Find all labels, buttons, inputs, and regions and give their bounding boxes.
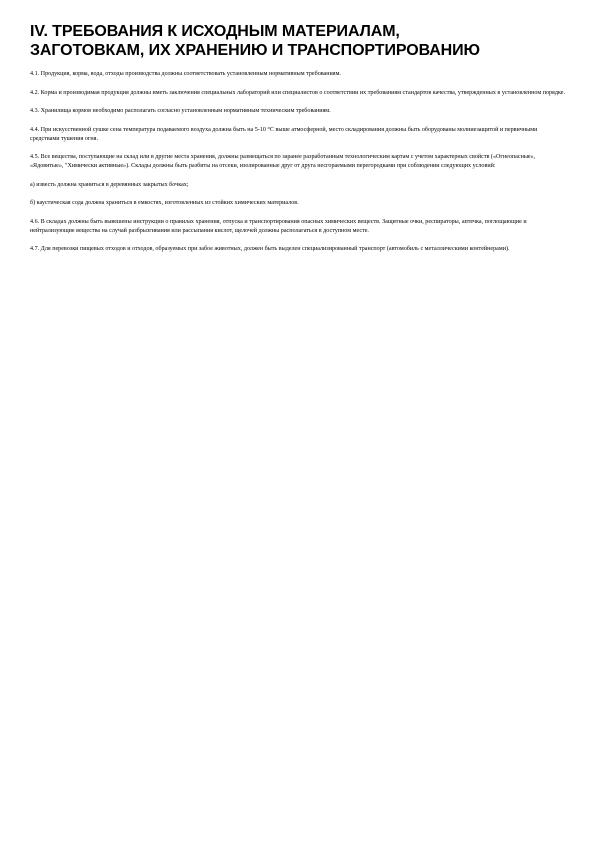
section-heading-line-2: ЗАГОТОВКАМ, ИХ ХРАНЕНИЮ И ТРАНСПОРТИРОВАНИЮ: [30, 42, 480, 59]
paragraph-4-1: 4.1. Продукция, корма, вода, отходы производства должны соответствовать установленным нормативным требованиям.: [30, 71, 341, 77]
section-heading: [30, 22, 567, 60]
paragraph-4-7: 4.7. Для перевозки пищевых отходов и отходов, образуемых при забое животных, должен быть выделен специализированный транспорт (автомобиль с металлическими контейнерами).: [30, 246, 510, 252]
paragraph-4-5-b: б) каустическая сода должна храниться в емкостях, изготовленных из стойких химических материалов.: [30, 200, 299, 206]
paragraph-4-6: 4.6. В складах должны быть вывешены инструкции о правилах хранения, отпуска и транспортирования опасных химических веществ. Защитные очки, респираторы, аптечка, поглощающие и нейтрализующие вещества на случай разбрызгивания или рассыпания кислот, щелочей должны располагаться в доступном месте.: [30, 218, 527, 234]
paragraph-4-2: 4.2. Корма и производимая продукция должны иметь заключения специальных лабораторий или специалистов о соответствии их требованиям стандартов качества, утвержденных в установленном порядке.: [30, 89, 565, 96]
section-heading-line-1: IV. ТРЕБОВАНИЯ К ИСХОДНЫМ МАТЕРИАЛАМ,: [30, 23, 400, 40]
page-content: [30, 22, 567, 264]
paragraph-4-5: 4.5. Все вещества, поступающие на склад или в другие места хранения, должны размещаться по заранее разработанным технологическим картам с учетом характерных свойств («Огнеопасные», «Ядовитые», "Химически активные»). Склады должны быть разбиты на отсеки, изолированные друг от друга несгораемыми перегородками при соблюдении следующих условий:: [30, 154, 536, 169]
paragraph-4-3: 4.3. Хранилища кормов необходимо располагать согласно установленным нормативным техническим требованиям.: [30, 108, 331, 114]
paragraph-4-4: 4.4. При искусственной сушке сена температура подаваемого воздуха должна быть на 5-10 °С выше атмосферной, место складирования должны быть оборудованы молниезащитой и первичными средствами тушения огня.: [30, 126, 538, 142]
paragraph-4-5-a: а) известь должна храниться в деревянных закрытых бочках;: [30, 181, 189, 188]
